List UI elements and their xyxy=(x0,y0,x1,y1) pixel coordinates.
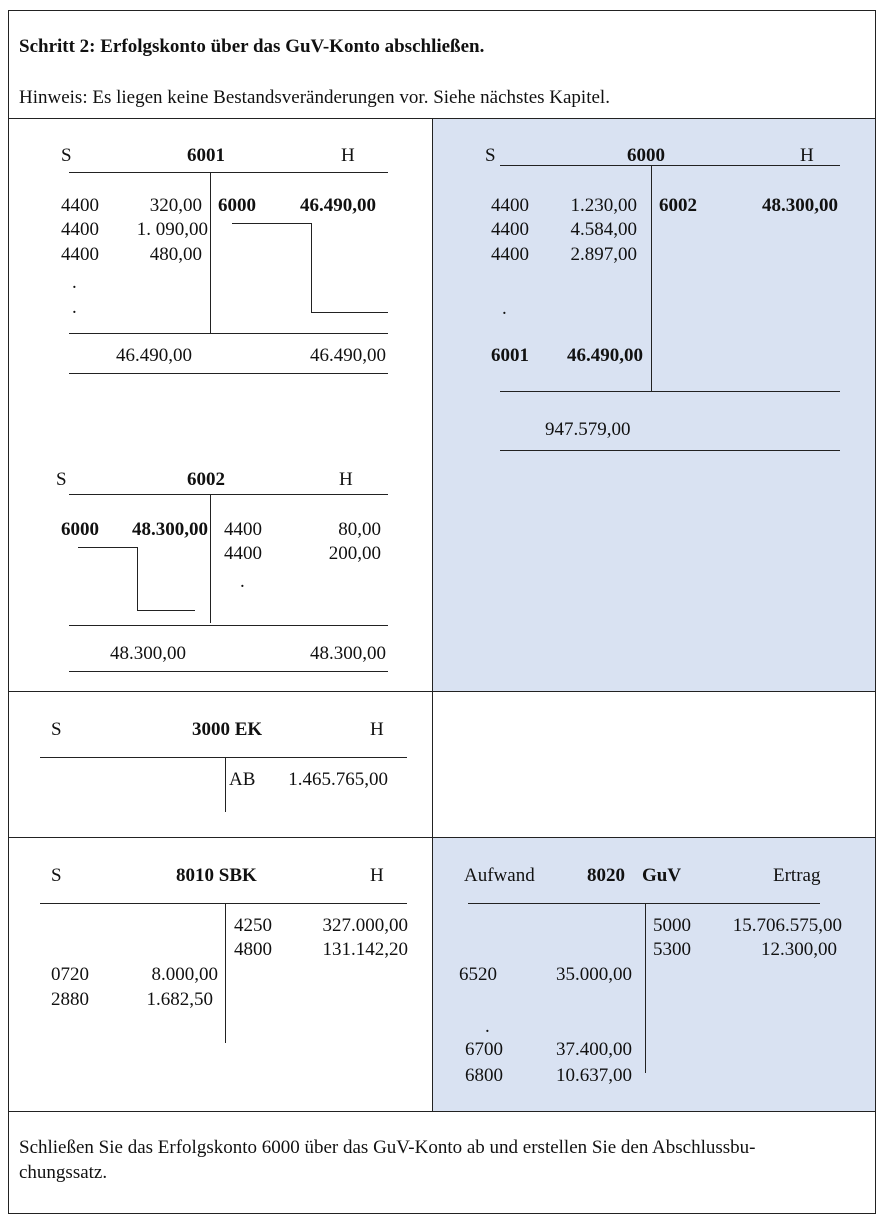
entry-code: 4400 xyxy=(491,195,529,216)
account-title: 8010 SBK xyxy=(176,865,257,886)
account-title: 3000 EK xyxy=(192,719,263,740)
total-debit: 48.300,00 xyxy=(110,643,186,664)
entry-code: 6000 xyxy=(61,519,99,540)
debit-side-label: Aufwand xyxy=(464,865,535,886)
entry-code: 6700 xyxy=(465,1039,503,1060)
grid-line xyxy=(432,119,433,1112)
credit-side-label: H xyxy=(370,719,384,740)
entry-amount: 80,00 xyxy=(338,519,381,540)
entry-code: 4400 xyxy=(61,219,99,240)
entry-amount: 46.490,00 xyxy=(567,345,643,366)
entry-amount: 8.000,00 xyxy=(151,964,218,985)
grid-line xyxy=(8,837,876,838)
ellipsis-dot: . xyxy=(72,272,77,293)
entry-code: 5300 xyxy=(653,939,691,960)
ellipsis-dot: . xyxy=(72,297,77,318)
debit-side-label: S xyxy=(51,865,62,886)
debit-side-label: S xyxy=(61,145,72,166)
credit-side-label: Ertrag xyxy=(773,865,821,886)
account-name: GuV xyxy=(642,865,682,886)
entry-amount: 1. 090,00 xyxy=(136,219,208,240)
credit-side-label: H xyxy=(339,469,353,490)
entry-code: 2880 xyxy=(51,989,89,1010)
entry-amount: 15.706.575,00 xyxy=(732,915,842,936)
entry-amount: 12.300,00 xyxy=(761,939,837,960)
debit-side-label: S xyxy=(56,469,67,490)
entry-amount: 2.897,00 xyxy=(570,244,637,265)
entry-code: 4400 xyxy=(224,519,262,540)
ellipsis-dot: . xyxy=(485,1016,490,1037)
entry-code: 4400 xyxy=(491,244,529,265)
account-number: 6002 xyxy=(187,469,225,490)
total-debit: 46.490,00 xyxy=(116,345,192,366)
entry-code: 6520 xyxy=(459,964,497,985)
total-credit: 46.490,00 xyxy=(310,345,386,366)
account-number: 6000 xyxy=(627,145,665,166)
task-instruction-cont: chungssatz. xyxy=(19,1162,108,1183)
grid-line xyxy=(8,1111,876,1112)
entry-code: 6000 xyxy=(218,195,256,216)
entry-amount: 35.000,00 xyxy=(556,964,632,985)
entry-code: 4800 xyxy=(234,939,272,960)
entry-code: 4400 xyxy=(491,219,529,240)
entry-amount: 327.000,00 xyxy=(322,915,408,936)
entry-code: 4400 xyxy=(61,244,99,265)
entry-code: 4400 xyxy=(61,195,99,216)
debit-side-label: S xyxy=(51,719,62,740)
entry-code: 6002 xyxy=(659,195,697,216)
task-instruction: Schließen Sie das Erfolgskonto 6000 über das GuV-Konto ab und erstellen Sie den Abschlussbu- xyxy=(19,1137,756,1158)
credit-side-label: H xyxy=(370,865,384,886)
entry-code: AB xyxy=(229,769,256,790)
entry-code: 0720 xyxy=(51,964,89,985)
ellipsis-dot: . xyxy=(240,571,245,592)
entry-amount: 480,00 xyxy=(149,244,202,265)
entry-amount: 1.465.765,00 xyxy=(288,769,388,790)
entry-amount: 48.300,00 xyxy=(132,519,208,540)
entry-amount: 48.300,00 xyxy=(762,195,838,216)
grid-line xyxy=(8,118,876,119)
entry-amount: 200,00 xyxy=(328,543,381,564)
entry-amount: 1.682,50 xyxy=(146,989,213,1010)
entry-amount: 1.230,00 xyxy=(570,195,637,216)
entry-amount: 37.400,00 xyxy=(556,1039,632,1060)
account-number: 8020 xyxy=(587,865,625,886)
entry-amount: 4.584,00 xyxy=(570,219,637,240)
entry-code: 6001 xyxy=(491,345,529,366)
entry-amount: 320,00 xyxy=(149,195,202,216)
total-credit: 48.300,00 xyxy=(310,643,386,664)
hint-text: Hinweis: Es liegen keine Bestandsveränderungen vor. Siehe nächstes Kapitel. xyxy=(19,87,610,108)
entry-code: 5000 xyxy=(653,915,691,936)
grid-line xyxy=(8,691,876,692)
entry-code: 4250 xyxy=(234,915,272,936)
entry-amount: 46.490,00 xyxy=(300,195,376,216)
credit-side-label: H xyxy=(800,145,814,166)
total-amount: 947.579,00 xyxy=(545,419,631,440)
entry-code: 6800 xyxy=(465,1065,503,1086)
entry-amount: 131.142,20 xyxy=(322,939,408,960)
table-frame xyxy=(8,10,876,1214)
page-title: Schritt 2: Erfolgskonto über das GuV-Konto abschließen. xyxy=(19,36,485,57)
debit-side-label: S xyxy=(485,145,496,166)
account-number: 6001 xyxy=(187,145,225,166)
entry-amount: 10.637,00 xyxy=(556,1065,632,1086)
credit-side-label: H xyxy=(341,145,355,166)
entry-code: 4400 xyxy=(224,543,262,564)
ellipsis-dot: . xyxy=(502,298,507,319)
